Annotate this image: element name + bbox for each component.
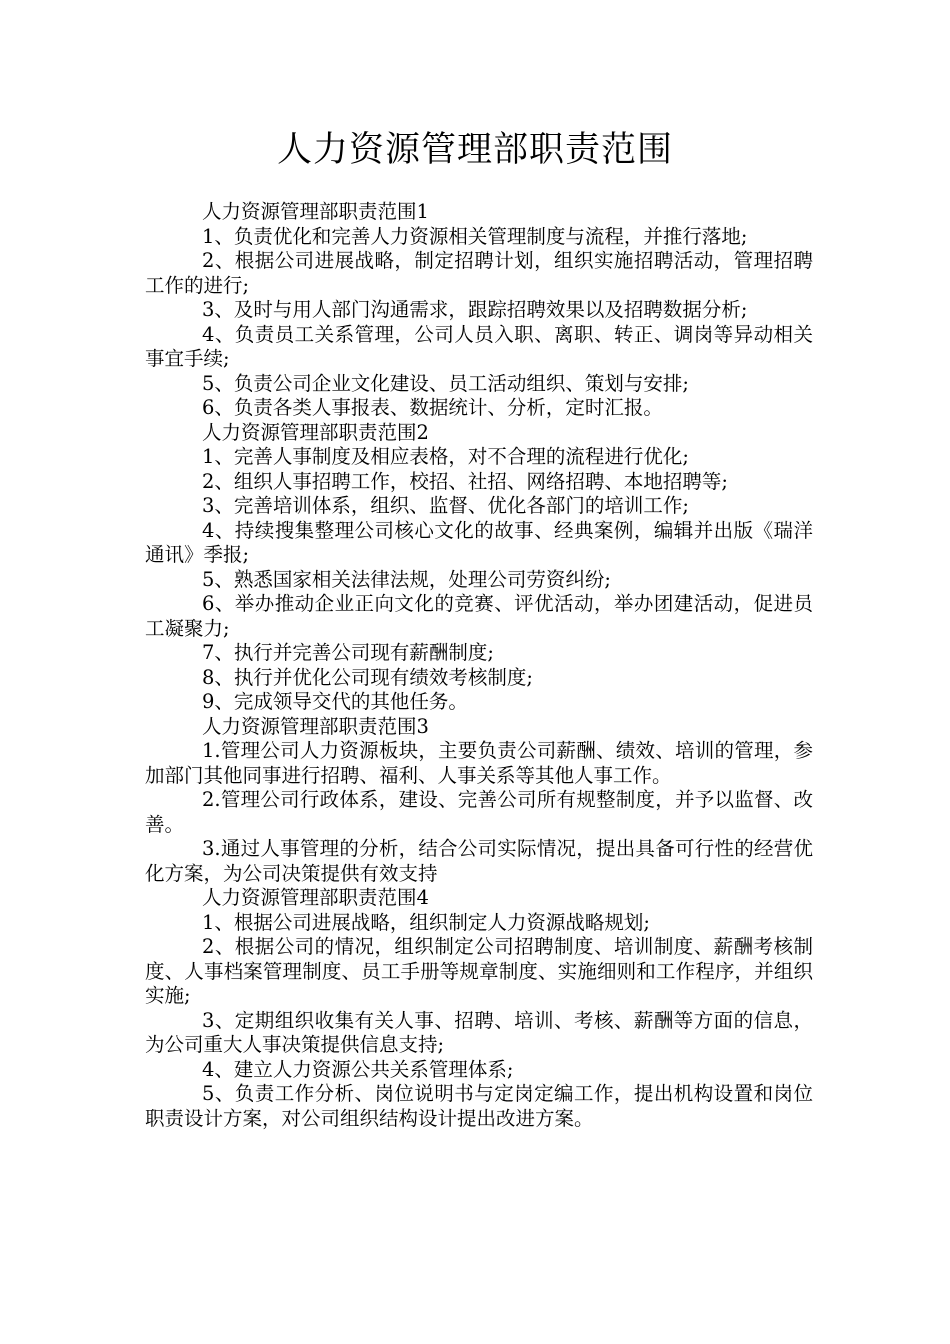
paragraph: 7、执行并完善公司现有薪酬制度; [202,641,494,664]
paragraph: 2.管理公司行政体系，建设、完善公司所有规整制度，并予以监督、改善。 [145,788,813,836]
paragraph: 6、举办推动企业正向文化的竞赛、评优活动，举办团建活动，促进员工凝聚力; [145,592,813,640]
section-heading: 人力资源管理部职责范围1 [202,200,429,223]
paragraph: 3、及时与用人部门沟通需求，跟踪招聘效果以及招聘数据分析; [202,298,748,321]
paragraph: 6、负责各类人事报表、数据统计、分析，定时汇报。 [202,396,663,419]
paragraph: 3.通过人事管理的分析，结合公司实际情况，提出具备可行性的经营优化方案，为公司决策提供有效支持 [145,837,813,885]
section-heading: 人力资源管理部职责范围4 [202,886,429,909]
paragraph: 4、持续搜集整理公司核心文化的故事、经典案例，编辑并出版《瑞洋通讯》季报; [145,518,813,566]
paragraph: 3、定期组织收集有关人事、招聘、培训、考核、薪酬等方面的信息，为公司重大人事决策提供信息支持; [145,1008,813,1056]
paragraph: 2、根据公司的情况，组织制定公司招聘制度、培训制度、薪酬考核制度、人事档案管理制度、员工手册等规章制度、实施细则和工作程序，并组织实施; [145,935,813,1007]
section-heading: 人力资源管理部职责范围3 [202,714,429,738]
paragraph: 1.管理公司人力资源板块，主要负责公司薪酬、绩效、培训的管理，参加部门其他同事进行招聘、福利、人事关系等其他人事工作。 [145,739,813,787]
paragraph: 1、完善人事制度及相应表格，对不合理的流程进行优化; [202,445,689,468]
paragraph: 5、负责公司企业文化建设、员工活动组织、策划与安排; [202,371,689,395]
document-title: 人力资源管理部职责范围 [276,130,673,170]
section-heading: 人力资源管理部职责范围2 [202,420,429,444]
paragraph: 2、组织人事招聘工作，校招、社招、网络招聘、本地招聘等; [202,469,728,493]
paragraph: 4、负责员工关系管理，公司人员入职、离职、转正、调岗等异动相关事宜手续; [145,322,813,370]
paragraph: 8、执行并优化公司现有绩效考核制度; [202,665,533,689]
paragraph: 5、熟悉国家相关法律法规，处理公司劳资纠纷; [202,567,611,591]
paragraph: 3、完善培训体系，组织、监督、优化各部门的培训工作; [202,494,689,517]
paragraph: 1、根据公司进展战略，组织制定人力资源战略规划; [202,910,650,934]
document-body [145,200,813,1131]
paragraph: 2、根据公司进展战略，制定招聘计划，组织实施招聘活动，管理招聘工作的进行; [145,249,813,297]
paragraph: 1、负责优化和完善人力资源相关管理制度与流程，并推行落地; [202,224,748,248]
paragraph: 4、建立人力资源公共关系管理体系; [202,1057,514,1081]
paragraph: 9、完成领导交代的其他任务。 [202,690,468,713]
paragraph: 5、负责工作分析、岗位说明书与定岗定编工作，提出机构设置和岗位职责设计方案，对公司组织结构设计提出改进方案。 [145,1082,813,1130]
